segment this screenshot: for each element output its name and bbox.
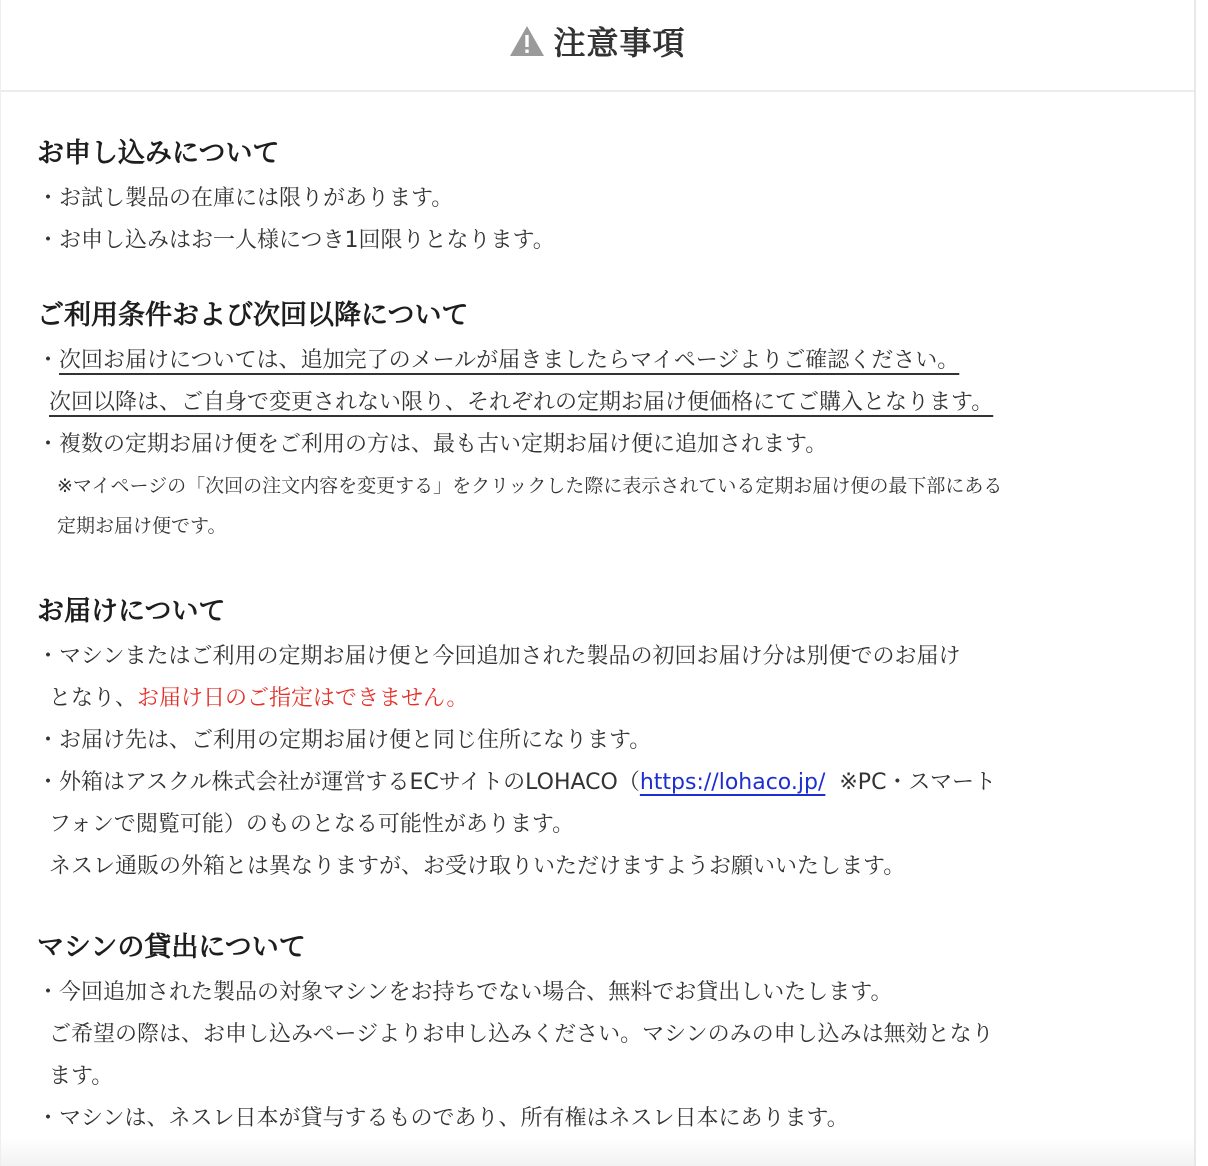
list-item: ・今回追加された製品の対象マシンをお持ちでない場合、無料でお貸出しいたします。: [37, 980, 893, 1005]
warning-icon: [509, 25, 545, 57]
list-item: ・お申し込みはお一人様につき1回限りとなります。: [37, 228, 555, 253]
list-item-continued: ネスレ通販の外箱とは異なりますが、お受け取りいただけますようお願いいたします。: [49, 854, 906, 879]
list-item: ・マシンは、ネスレ日本が貸与するものであり、所有権はネスレ日本にあります。: [37, 1106, 849, 1131]
section-conditions: [37, 296, 1194, 546]
bottom-fade: [1, 1138, 1194, 1166]
list-item: ・マシンまたはご利用の定期お届け便と今回追加された製品の初回お届け分は別便でのお届け: [37, 644, 961, 669]
section-heading: ご利用条件および次回以降について: [37, 300, 469, 331]
page-title: 注意事項: [553, 24, 686, 62]
notice-content: [1, 92, 1194, 1140]
section-application: [37, 134, 1194, 262]
header-inner: [509, 18, 685, 64]
notice-header: [1, 0, 1194, 92]
underlined-text: 次回以降は、ご自身で変更されない限り、それぞれの定期お届け便価格にてご購入となります。: [49, 390, 994, 415]
list-item-continued: フォンで閲覧可能）のものとなる可能性があります。: [49, 812, 575, 837]
list-item-continued: [37, 678, 1194, 720]
list-item: ・お届け先は、ご利用の定期お届け便と同じ住所になります。: [37, 728, 652, 753]
text: となり、: [49, 686, 138, 711]
list-item: ・お試し製品の在庫には限りがあります。: [37, 186, 454, 211]
text: ・外箱はアスクル株式会社が運営するECサイトのLOHACO（: [37, 770, 640, 795]
list-item: [37, 340, 1194, 382]
section-delivery: [37, 592, 1194, 888]
list-item: ・複数の定期お届け便をご利用の方は、最も古い定期お届け便に追加されます。: [37, 432, 828, 457]
section-heading: マシンの貸出について: [37, 932, 306, 963]
list-item-continued: ます。: [49, 1064, 114, 1089]
section-machine-rental: [37, 928, 1194, 1140]
bullet: ・: [37, 348, 60, 373]
note-text: 定期お届け便です。: [57, 515, 227, 537]
note-text: ※マイページの「次回の注文内容を変更する」をクリックした際に表示されている定期お届け便の最下部にある: [57, 475, 1003, 497]
list-item: [37, 762, 1194, 804]
section-heading: お届けについて: [37, 596, 226, 627]
lohaco-link[interactable]: https://lohaco.jp/: [639, 770, 826, 795]
warning-text: お届け日のご指定はできません。: [137, 686, 469, 711]
list-item-continued: [37, 382, 1194, 424]
underlined-text: 次回お届けについては、追加完了のメールが届きましたらマイページよりご確認ください。: [59, 348, 960, 373]
section-heading: お申し込みについて: [37, 138, 280, 169]
list-item-continued: ご希望の際は、お申し込みページよりお申し込みください。マシンのみの申し込みは無効となり: [49, 1022, 994, 1047]
text: ※PC・スマート: [839, 770, 996, 795]
